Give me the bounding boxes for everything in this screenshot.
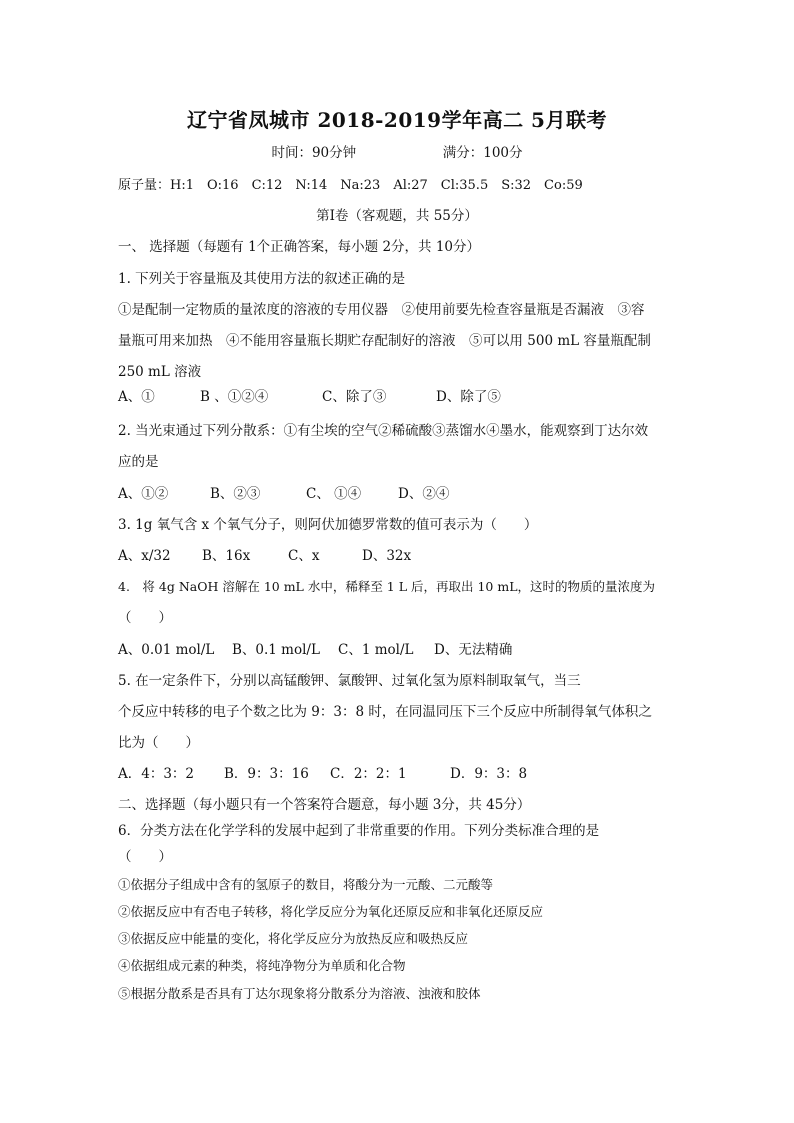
option-d: D．9：3：8 (450, 766, 528, 782)
question-6-item-5: ⑤根据分散系是否具有丁达尔现象将分散系分为溶液、浊液和胶体 (118, 986, 481, 1001)
question-6-item-3: ③依据反应中能量的变化，将化学反应分为放热反应和吸热反应 (118, 931, 469, 946)
part-one-heading: 第Ⅰ卷（客观题，共 55分） (316, 208, 478, 224)
option-b: B、16x (202, 548, 251, 564)
question-1-line-3: 量瓶可用来加热 ④不能用容量瓶长期贮存配制好的溶液 ⑤可以用 500 mL 容量瓶配制 (118, 333, 651, 349)
option-d: D、除了⑤ (436, 389, 501, 405)
option-b: B 、①②④ (200, 389, 269, 405)
option-b: B、②③ (210, 486, 261, 502)
option-c: C．2：2：1 (330, 766, 407, 782)
question-3-stem: 3. 1g 氧气含 x 个氧气分子，则阿伏加德罗常数的值可表示为（ ） (118, 517, 538, 533)
question-6-item-2: ②依据反应中有否电子转移，将化学反应分为氧化还原反应和非氧化还原反应 (118, 904, 544, 919)
section-one-heading: 一、 选择题（每题有 1个正确答案，每小题 2分，共 10分） (118, 239, 481, 255)
question-1-line-4: 250 mL 溶液 (118, 364, 202, 380)
question-6-item-1: ①依据分子组成中含有的氢原子的数目，将酸分为一元酸、二元酸等 (118, 877, 494, 892)
option-d: D、无法精确 (434, 642, 513, 658)
option-b: B．9：3：16 (224, 766, 309, 782)
option-a: A、x/32 (118, 548, 171, 564)
option-c: C、 ①④ (306, 486, 362, 502)
question-6-line-2: （ ） (118, 849, 172, 865)
question-1-stem: 1. 下列关于容量瓶及其使用方法的叙述正确的是 (118, 271, 406, 287)
option-a: A、0.01 mol/L (118, 642, 215, 658)
question-2-options (118, 485, 449, 503)
question-4-stem: 4. 将 4g NaOH 溶解在 10 mL 水中，稀释至 1 L 后，再取出 10 mL，这时的物质的量浓度为 (118, 579, 656, 594)
question-1-line-2: ①是配制一定物质的量浓度的溶液的专用仪器 ②使用前要先检查容量瓶是否漏液 ③容 (118, 302, 645, 318)
option-a: A．4：3：2 (118, 766, 195, 782)
question-4-options (118, 641, 512, 659)
exam-info (0, 144, 794, 162)
page-title: 辽宁省凤城市 2018-2019学年高二 5月联考 (187, 108, 607, 132)
option-c: C、除了③ (322, 389, 387, 405)
option-d: D、②④ (398, 486, 450, 502)
question-1-options (118, 388, 501, 406)
question-4-line-2: （ ） (118, 610, 172, 626)
option-a: A、①② (118, 486, 169, 502)
option-d: D、32x (362, 548, 412, 564)
question-6-item-4: ④依据组成元素的种类，将纯净物分为单质和化合物 (118, 958, 406, 973)
atomic-mass-line: 原子量：H:1 O:16 C:12 N:14 Na:23 Al:27 Cl:35.5 S:32 Co:59 (118, 178, 583, 193)
question-3-options (118, 547, 411, 565)
question-5-line-2: 个反应中转移的电子个数之比为 9：3：8 时，在同温同压下三个反应中所制得氧气体积之 (118, 704, 652, 720)
question-5-line-3: 比为（ ） (118, 735, 199, 751)
question-2-line-2: 应的是 (118, 454, 159, 470)
option-a: A、① (118, 389, 155, 405)
exam-time: 时间：90分钟 (271, 145, 357, 161)
question-6-stem: 6．分类方法在化学学科的发展中起到了非常重要的作用。下列分类标准合理的是 (118, 823, 600, 839)
exam-full-score: 满分：100分 (442, 145, 523, 161)
question-2-stem: 2. 当光束通过下列分散系：①有尘埃的空气②稀硫酸③蒸馏水④墨水，能观察到丁达尔效 (118, 423, 649, 439)
section-two-heading: 二、选择题（每小题只有一个答案符合题意，每小题 3分，共 45分） (118, 797, 531, 813)
option-c: C、x (288, 548, 320, 564)
question-5-stem: 5. 在一定条件下，分别以高锰酸钾、氯酸钾、过氧化氢为原料制取氧气，当三 (118, 673, 581, 689)
option-c: C、1 mol/L (338, 642, 414, 658)
option-b: B、0.1 mol/L (232, 642, 320, 658)
question-5-options (118, 765, 527, 783)
